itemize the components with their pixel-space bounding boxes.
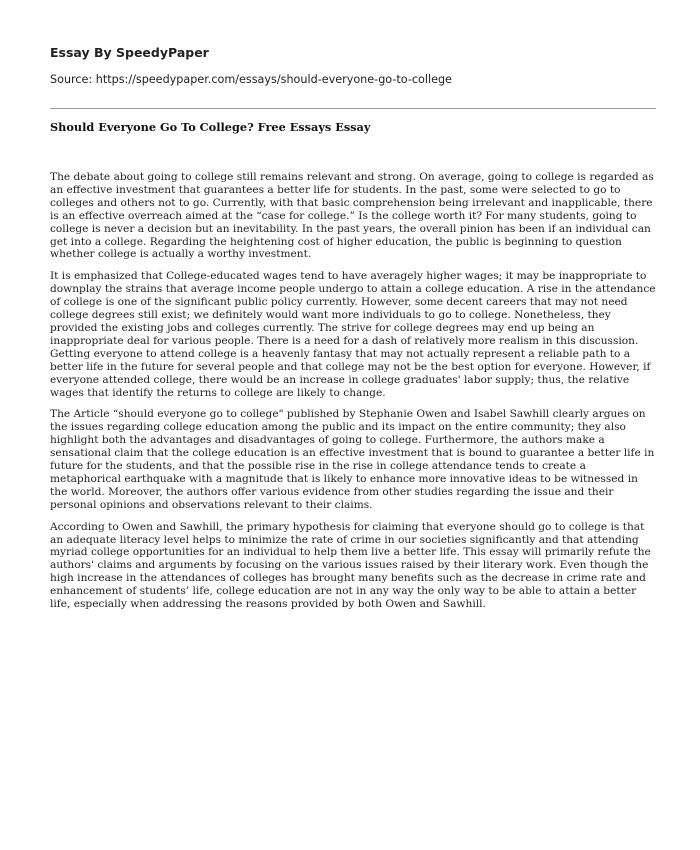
document-header-title: Essay By SpeedyPaper xyxy=(50,45,209,60)
essay-body xyxy=(50,171,656,620)
source-label: Source: xyxy=(50,73,93,86)
essay-paragraph: According to Owen and Sawhill, the primary hypothesis for claiming that everyone should go to college is that an adequate literacy level helps to minimize the rate of crime in our societies significantly and that attending myriad college opportunities for an individual to help them live a better life. This essay will primarily refute the authors' claims and arguments by focusing on the various issues raised by their literary work. Even though the high increase in the attendances of colleges has brought many benefits such as the decrease in crime rate and enhancement of students’ life, college education are not in any way the only way to be able to attain a better life, especially when addressing the reasons provided by both Owen and Sawhill. xyxy=(50,520,651,611)
essay-paragraph: The debate about going to college still remains relevant and strong. On average, going to college is regarded as an effective investment that guarantees a better life for students. In the past, some were selected to go to colleges and others not to go. Currently, with that basic comprehension being irrelevant and inapplicable, there is an effective overreach aimed at the “case for college.” Is the college worth it? For many students, going to college is never a decision but an inevitability. In the past years, the overall pinion has been if an individual can get into a college. Regarding the heightening cost of higher education, the public is beginning to question whether college is actually a worthy investment. xyxy=(50,171,654,261)
essay-paragraph: It is emphasized that College-educated wages tend to have averagely higher wages; it may be inappropriate to downplay the strains that average income people undergo to attain a college education. A rise in the attendance of college is one of the significant public policy currently. However, some decent careers that may not need college degrees still exist; we definitely would want more individuals to go to college. Nonetheless, they provided the existing jobs and colleges currently. The strive for college degrees may end up being an inappropriate deal for various people. There is a need for a dash of relatively more realism in this discussion. Getting everyone to attend college is a heavenly fantasy that may not actually represent a reliable path to a better life in the future for several people and that college may not be the best option for everyone. However, if everyone attended college, there would be an increase in college graduates' labor supply; thus, the relative wages that identify the returns to college are likely to change. xyxy=(50,270,656,399)
source-url: https://speedypaper.com/essays/should-everyone-go-to-college xyxy=(95,73,452,86)
essay-paragraph: The Article “should everyone go to college" published by Stephanie Owen and Isabel Sawhill clearly argues on the issues regarding college education among the public and its impact on the entire community; they also highlight both the advantages and disadvantages of going to college. Furthermore, the authors make a sensational claim that the college education is an effective investment that is bound to guarantee a better life in future for the students, and that the possible rise in the rise in college attendance tends to create a metaphorical earthquake with a magnitude that is likely to enhance more innovative ideas to be witnessed in the world. Moreover, the authors offer various evidence from other studies regarding the issue and their personal opinions and observations relevant to their claims. xyxy=(50,408,655,511)
source-line xyxy=(50,73,452,86)
header-divider xyxy=(50,108,656,109)
essay-title: Should Everyone Go To College? Free Essays Essay xyxy=(50,120,371,134)
